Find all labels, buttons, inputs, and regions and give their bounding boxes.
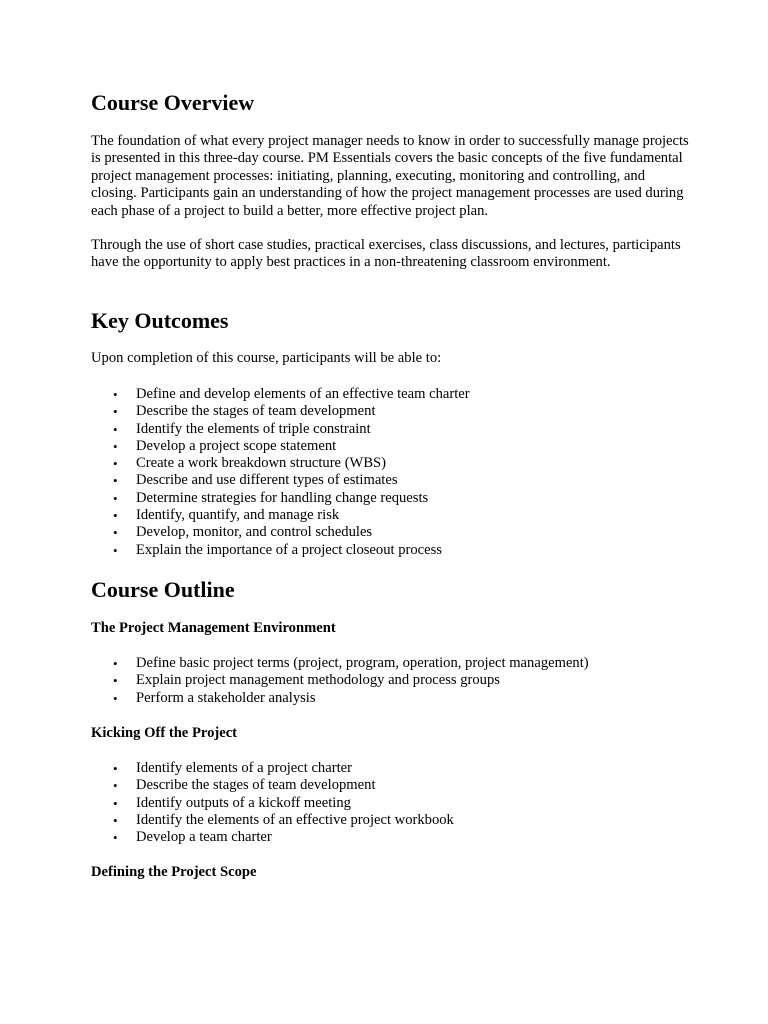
course-overview-heading: Course Overview: [91, 90, 255, 115]
section-title-kicking-off: Kicking Off the Project: [91, 725, 238, 741]
bullet-icon: •: [113, 830, 118, 846]
list-item: • Identify, quantify, and manage risk: [113, 507, 340, 524]
bullet-icon: •: [113, 508, 118, 524]
bullet-icon: •: [113, 812, 118, 828]
section-title-project-scope: Defining the Project Scope: [91, 864, 257, 880]
kicking-off-list: [91, 760, 691, 846]
list-item: • Describe the stages of team development: [113, 777, 376, 794]
course-outline-heading: Course Outline: [91, 577, 235, 602]
list-item: • Create a work breakdown structure (WBS): [113, 455, 387, 472]
list-item: • Describe and use different types of estimates: [113, 472, 398, 489]
list-item: • Develop, monitor, and control schedules: [113, 524, 373, 541]
bullet-icon: •: [113, 656, 118, 671]
bullet-icon: •: [113, 404, 118, 420]
list-item: • Explain project management methodology and process groups: [113, 672, 500, 689]
overview-paragraph-1: The foundation of what every project manager needs to know in order to successfully manage projects is presented in this three-day course. PM Essentials covers the basic concepts of the five fundamental project management processes: initiating, planning, executing, monitoring and controlling, and closing. Participants gain an understanding of how the project management processes are used during each phase of a project to build a better, more effective project plan.: [91, 133, 689, 219]
bullet-icon: •: [113, 673, 118, 689]
list-item: • Explain the importance of a project closeout process: [113, 541, 442, 558]
bullet-icon: •: [113, 387, 118, 402]
key-outcomes-heading: Key Outcomes: [91, 308, 229, 333]
list-item: • Identify the elements of an effective project workbook: [113, 811, 454, 828]
bullet-icon: •: [113, 778, 118, 794]
outcomes-intro: Upon completion of this course, participants will be able to:: [91, 350, 442, 366]
list-item: • Perform a stakeholder analysis: [113, 689, 316, 706]
bullet-icon: •: [113, 421, 118, 437]
bullet-icon: •: [113, 490, 118, 506]
outcomes-list: [91, 386, 691, 559]
list-item: • Identify the elements of triple constraint: [113, 420, 371, 437]
list-item: • Identify outputs of a kickoff meeting: [113, 794, 351, 811]
pm-environment-list: [91, 655, 691, 707]
bullet-icon: •: [113, 473, 118, 489]
list-item: • Develop a project scope statement: [113, 437, 337, 454]
bullet-icon: •: [113, 690, 118, 706]
list-item: • Determine strategies for handling change requests: [113, 489, 429, 506]
list-item: • Identify elements of a project charter: [113, 760, 352, 776]
section-title-pm-environment: The Project Management Environment: [91, 620, 336, 636]
bullet-icon: •: [113, 542, 118, 558]
bullet-icon: •: [113, 761, 118, 776]
bullet-icon: •: [113, 456, 118, 472]
bullet-icon: •: [113, 525, 118, 541]
list-item: • Develop a team charter: [113, 829, 272, 846]
list-item: • Describe the stages of team development: [113, 403, 376, 420]
overview-paragraph-2: Through the use of short case studies, practical exercises, class discussions, and lectures, participants have the opportunity to apply best practices in a non-threatening classroom environment.: [91, 237, 681, 271]
list-item: • Define and develop elements of an effective team charter: [113, 386, 470, 402]
bullet-icon: •: [113, 438, 118, 454]
bullet-icon: •: [113, 795, 118, 811]
list-item: • Define basic project terms (project, program, operation, project management): [113, 655, 589, 671]
